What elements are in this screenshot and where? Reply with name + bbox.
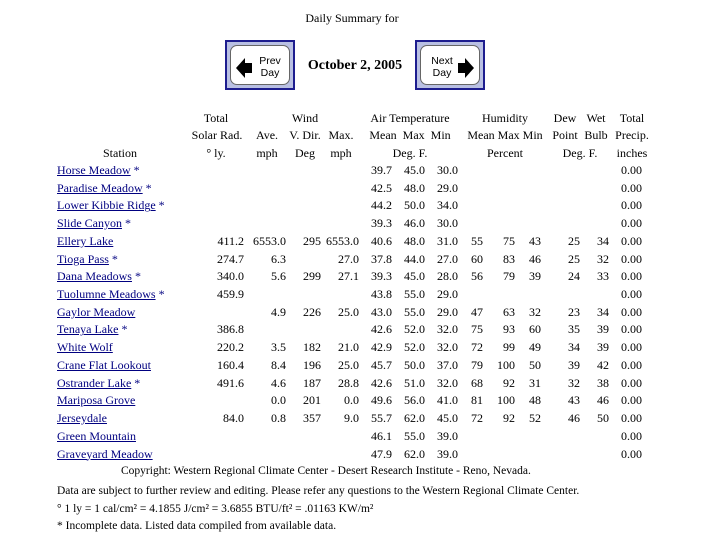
next-day-label-line2: Day xyxy=(432,67,452,79)
cell-max: 21.0 xyxy=(338,340,359,355)
cell-precip: 0.00 xyxy=(621,304,642,319)
next-day-button[interactable] xyxy=(415,40,485,90)
cell-tmean: 45.7 xyxy=(371,357,392,372)
station-cell xyxy=(57,286,165,303)
header-mph-max: mph xyxy=(330,146,352,160)
header-station: Station xyxy=(102,146,137,160)
header-wet: Wet xyxy=(586,111,606,125)
header-wind: Wind xyxy=(291,111,319,125)
cell-tmin: 32.0 xyxy=(437,340,458,355)
header-deg: Deg xyxy=(295,146,315,160)
cell-tmax: 46.0 xyxy=(404,216,425,231)
cell-precip: 0.00 xyxy=(621,180,642,195)
cell-hmean: 60 xyxy=(471,251,483,266)
cell-dew: 35 xyxy=(568,322,580,337)
header-point: Point xyxy=(552,128,578,142)
cell-tmax: 55.0 xyxy=(404,304,425,319)
cell-ave: 5.6 xyxy=(271,269,286,284)
station-cell xyxy=(57,321,127,338)
cell-tmean: 44.2 xyxy=(371,198,392,213)
station-link[interactable]: Lower Kibbie Ridge xyxy=(57,198,156,213)
cell-hmin: 31 xyxy=(529,375,541,390)
cell-tmax: 62.0 xyxy=(404,411,425,426)
table-row xyxy=(0,304,704,321)
station-cell xyxy=(57,162,140,179)
cell-hmax: 99 xyxy=(503,340,515,355)
cell-tmax: 44.0 xyxy=(404,251,425,266)
station-link[interactable]: Dana Meadows xyxy=(57,269,132,284)
cell-wet: 39 xyxy=(597,340,609,355)
station-link[interactable]: Gaylor Meadow xyxy=(57,304,136,319)
cell-solar: 491.6 xyxy=(217,375,244,390)
table-row xyxy=(0,268,704,285)
cell-tmin: 45.0 xyxy=(437,411,458,426)
station-cell xyxy=(57,410,107,427)
cell-tmean: 43.8 xyxy=(371,287,392,302)
cell-wet: 42 xyxy=(597,357,609,372)
station-cell xyxy=(57,428,136,445)
station-link[interactable]: Tioga Pass xyxy=(57,251,109,266)
header-percent: Percent xyxy=(487,146,523,160)
cell-solar: 274.7 xyxy=(217,251,244,266)
cell-max: 6553.0 xyxy=(326,233,359,248)
cell-tmean: 39.3 xyxy=(371,216,392,231)
table-row xyxy=(0,162,704,179)
prev-day-label-line1: Prev xyxy=(259,55,281,67)
cell-solar: 340.0 xyxy=(217,269,244,284)
cell-dew: 23 xyxy=(568,304,580,319)
incomplete-marker: * xyxy=(131,269,141,284)
cell-hmean: 72 xyxy=(471,340,483,355)
cell-ave: 4.9 xyxy=(271,304,286,319)
cell-hmean: 55 xyxy=(471,233,483,248)
cell-hmax: 83 xyxy=(503,251,515,266)
header-vdir: V. Dir. xyxy=(289,128,321,142)
cell-tmin: 30.0 xyxy=(437,216,458,231)
cell-hmax: 75 xyxy=(503,233,515,248)
cell-precip: 0.00 xyxy=(621,446,642,461)
cell-precip: 0.00 xyxy=(621,428,642,443)
cell-hmean: 79 xyxy=(471,357,483,372)
cell-precip: 0.00 xyxy=(621,198,642,213)
cell-dir: 182 xyxy=(303,340,321,355)
cell-wet: 33 xyxy=(597,269,609,284)
cell-max: 25.0 xyxy=(338,304,359,319)
cell-tmax: 50.0 xyxy=(404,198,425,213)
cell-max: 27.0 xyxy=(338,251,359,266)
cell-dir: 295 xyxy=(303,233,321,248)
cell-solar: 84.0 xyxy=(223,411,244,426)
next-day-button-face[interactable] xyxy=(420,45,480,85)
cell-precip: 0.00 xyxy=(621,340,642,355)
cell-tmin: 39.0 xyxy=(437,428,458,443)
cell-tmean: 46.1 xyxy=(371,428,392,443)
header-ave: Ave. xyxy=(255,128,279,142)
cell-tmax: 50.0 xyxy=(404,357,425,372)
cell-tmean: 42.6 xyxy=(371,375,392,390)
header-total-precip: Total xyxy=(619,111,645,125)
cell-tmin: 30.0 xyxy=(437,163,458,177)
table-row xyxy=(0,251,704,268)
cell-hmax: 63 xyxy=(503,304,515,319)
table-row xyxy=(0,197,704,214)
station-cell xyxy=(57,375,140,392)
cell-dew: 25 xyxy=(568,233,580,248)
incomplete-marker: * xyxy=(131,375,141,390)
cell-dir: 226 xyxy=(303,304,321,319)
cell-ave: 8.4 xyxy=(271,357,286,372)
cell-hmax: 79 xyxy=(503,269,515,284)
incomplete-marker: * xyxy=(108,251,118,266)
cell-hmin: 49 xyxy=(529,340,541,355)
prev-day-button-face[interactable] xyxy=(230,45,290,85)
cell-hmin: 52 xyxy=(529,411,541,426)
cell-tmin: 31.0 xyxy=(437,233,458,248)
table-row xyxy=(0,339,704,356)
cell-dew: 39 xyxy=(568,357,580,372)
cell-tmax: 45.0 xyxy=(404,163,425,177)
cell-hmin: 32 xyxy=(529,304,541,319)
cell-hmean: 72 xyxy=(471,411,483,426)
cell-ave: 4.6 xyxy=(271,375,286,390)
arrow-left-icon xyxy=(235,57,253,79)
cell-tmean: 39.3 xyxy=(371,269,392,284)
cell-precip: 0.00 xyxy=(621,287,642,302)
cell-tmax: 62.0 xyxy=(404,446,425,461)
header-solar-rad: Solar Rad. xyxy=(191,128,243,142)
table-row xyxy=(0,357,704,374)
station-link[interactable]: Horse Meadow xyxy=(57,163,131,177)
cell-tmin: 28.0 xyxy=(437,269,458,284)
cell-ave: 6553.0 xyxy=(253,233,286,248)
table-row xyxy=(0,375,704,392)
cell-hmin: 48 xyxy=(529,393,541,408)
cell-max: 9.0 xyxy=(344,411,359,426)
cell-precip: 0.00 xyxy=(621,357,642,372)
header-bulb: Bulb xyxy=(584,128,608,142)
incomplete-note: * Incomplete data. Listed data compiled from available data. xyxy=(57,520,337,532)
cell-tmax: 48.0 xyxy=(404,233,425,248)
station-link[interactable]: Crane Flat Lookout xyxy=(57,357,151,372)
cell-tmin: 37.0 xyxy=(437,357,458,372)
cell-solar: 459.9 xyxy=(217,287,244,302)
cell-precip: 0.00 xyxy=(621,269,642,284)
cell-wet: 34 xyxy=(597,304,609,319)
cell-solar: 160.4 xyxy=(217,357,244,372)
cell-hmean: 75 xyxy=(471,322,483,337)
cell-hmin: 50 xyxy=(529,357,541,372)
cell-precip: 0.00 xyxy=(621,375,642,390)
cell-dir: 357 xyxy=(303,411,321,426)
cell-tmax: 56.0 xyxy=(404,393,425,408)
cell-ave: 3.5 xyxy=(271,340,286,355)
station-cell xyxy=(57,180,152,197)
incomplete-marker: * xyxy=(155,198,165,213)
cell-wet: 46 xyxy=(597,393,609,408)
header-hum-mean-max-min: Mean Max Min xyxy=(467,128,543,142)
header-mph-ave: mph xyxy=(256,146,278,160)
header-dew: Dew xyxy=(553,111,577,125)
cell-hmean: 68 xyxy=(471,375,483,390)
header-max: Max. xyxy=(328,128,354,142)
station-link[interactable]: Graveyard Meadow xyxy=(57,446,153,461)
station-cell xyxy=(57,357,151,374)
table-row xyxy=(0,428,704,445)
station-cell xyxy=(57,446,153,463)
cell-hmax: 92 xyxy=(503,411,515,426)
station-cell xyxy=(57,251,118,268)
table-row xyxy=(0,180,704,197)
header-precip: Precip. xyxy=(615,128,649,142)
table-row xyxy=(0,286,704,303)
cell-wet: 50 xyxy=(597,411,609,426)
station-cell xyxy=(57,392,135,409)
cell-tmax: 51.0 xyxy=(404,375,425,390)
cell-tmin: 34.0 xyxy=(437,198,458,213)
station-cell xyxy=(57,304,135,321)
station-link[interactable]: Tenaya Lake xyxy=(57,322,119,337)
station-cell xyxy=(57,233,113,250)
cell-hmax: 100 xyxy=(497,393,515,408)
cell-wet: 32 xyxy=(597,251,609,266)
table-row xyxy=(0,215,704,232)
arrow-right-icon xyxy=(457,57,475,79)
cell-tmean: 42.5 xyxy=(371,180,392,195)
station-link[interactable]: Jerseydale xyxy=(57,411,107,426)
cell-tmin: 32.0 xyxy=(437,375,458,390)
prev-day-label xyxy=(255,55,285,79)
cell-tmean: 43.0 xyxy=(371,304,392,319)
cell-max: 27.1 xyxy=(338,269,359,284)
cell-precip: 0.00 xyxy=(621,216,642,231)
cell-tmean: 47.9 xyxy=(371,446,392,461)
header-air-temperature: Air Temperature xyxy=(370,111,450,125)
cell-tmax: 52.0 xyxy=(404,322,425,337)
cell-tmean: 55.7 xyxy=(371,411,392,426)
cell-tmin: 29.0 xyxy=(437,180,458,195)
cell-ave: 6.3 xyxy=(271,251,286,266)
conversion-note: ° 1 ly = 1 cal/cm² = 4.1855 J/cm² = 3.6855 BTU/ft² = .01163 KW/m² xyxy=(57,503,374,515)
cell-precip: 0.00 xyxy=(621,233,642,248)
cell-solar: 220.2 xyxy=(217,340,244,355)
cell-max: 28.8 xyxy=(338,375,359,390)
table-row xyxy=(0,392,704,409)
station-link[interactable]: Green Mountain xyxy=(57,428,136,443)
station-cell xyxy=(57,268,141,285)
copyright-note: Copyright: Western Regional Climate Center - Desert Research Institute - Reno, Nevada. xyxy=(121,465,531,477)
cell-ave: 0.8 xyxy=(271,411,286,426)
header-inches: inches xyxy=(616,146,648,160)
cell-max: 25.0 xyxy=(338,357,359,372)
cell-tmean: 42.6 xyxy=(371,322,392,337)
cell-ave: 0.0 xyxy=(271,393,286,408)
incomplete-marker: * xyxy=(155,287,165,302)
cell-hmax: 92 xyxy=(503,375,515,390)
cell-tmean: 42.9 xyxy=(371,340,392,355)
cell-dew: 32 xyxy=(568,375,580,390)
cell-tmean: 49.6 xyxy=(371,393,392,408)
cell-dir: 201 xyxy=(303,393,321,408)
cell-tmin: 39.0 xyxy=(437,446,458,461)
cell-wet: 39 xyxy=(597,322,609,337)
station-cell xyxy=(57,197,165,214)
cell-precip: 0.00 xyxy=(621,322,642,337)
table-row xyxy=(0,321,704,338)
next-day-label xyxy=(427,55,457,79)
station-cell xyxy=(57,215,131,232)
table-row xyxy=(0,446,704,463)
prev-day-button[interactable] xyxy=(225,40,295,90)
report-date: October 2, 2005 xyxy=(307,58,403,73)
cell-precip: 0.00 xyxy=(621,393,642,408)
cell-tmin: 27.0 xyxy=(437,251,458,266)
cell-dir: 196 xyxy=(303,357,321,372)
cell-dew: 34 xyxy=(568,340,580,355)
cell-solar: 386.8 xyxy=(217,322,244,337)
cell-tmin: 29.0 xyxy=(437,287,458,302)
cell-hmean: 81 xyxy=(471,393,483,408)
cell-wet: 34 xyxy=(597,233,609,248)
cell-tmin: 32.0 xyxy=(437,322,458,337)
station-cell xyxy=(57,339,113,356)
cell-hmax: 93 xyxy=(503,322,515,337)
cell-dew: 25 xyxy=(568,251,580,266)
header-dewwet-degf: Deg. F. xyxy=(562,146,598,160)
cell-dir: 187 xyxy=(303,375,321,390)
cell-hmean: 47 xyxy=(471,304,483,319)
cell-tmin: 41.0 xyxy=(437,393,458,408)
cell-precip: 0.00 xyxy=(621,251,642,266)
cell-dew: 46 xyxy=(568,411,580,426)
incomplete-marker: * xyxy=(118,322,128,337)
cell-precip: 0.00 xyxy=(621,163,642,177)
station-link[interactable]: Mariposa Grove xyxy=(57,393,136,408)
incomplete-marker: * xyxy=(142,180,152,195)
cell-hmin: 46 xyxy=(529,251,541,266)
cell-max: 0.0 xyxy=(344,393,359,408)
cell-tmax: 55.0 xyxy=(404,428,425,443)
cell-hmin: 43 xyxy=(529,233,541,248)
station-link[interactable]: Ostrander Lake xyxy=(57,375,132,390)
cell-tmax: 52.0 xyxy=(404,340,425,355)
cell-precip: 0.00 xyxy=(621,411,642,426)
incomplete-marker: * xyxy=(122,216,131,231)
cell-tmean: 40.6 xyxy=(371,233,392,248)
incomplete-marker: * xyxy=(130,163,140,177)
header-humidity: Humidity xyxy=(481,111,528,125)
cell-hmax: 100 xyxy=(497,357,515,372)
cell-tmax: 48.0 xyxy=(404,180,425,195)
page-title: Daily Summary for xyxy=(305,11,399,25)
station-link[interactable]: Tuolumne Meadows xyxy=(57,287,156,302)
cell-dew: 24 xyxy=(568,269,580,284)
cell-tmean: 39.7 xyxy=(371,163,392,177)
station-link[interactable]: Slide Canyon xyxy=(57,216,122,231)
header-temp-degf: Deg. F. xyxy=(392,146,428,160)
header-temp-mean-max-min: Mean Max Min xyxy=(369,128,451,142)
cell-hmean: 56 xyxy=(471,269,483,284)
cell-tmin: 29.0 xyxy=(437,304,458,319)
cell-dew: 43 xyxy=(568,393,580,408)
cell-dir: 299 xyxy=(303,269,321,284)
station-link[interactable]: Ellery Lake xyxy=(57,233,114,248)
prev-day-label-line2: Day xyxy=(260,67,280,79)
cell-tmax: 45.0 xyxy=(404,269,425,284)
cell-wet: 38 xyxy=(597,375,609,390)
table-row xyxy=(0,410,704,427)
cell-tmax: 55.0 xyxy=(404,287,425,302)
header-total: Total xyxy=(203,111,229,125)
cell-tmean: 37.8 xyxy=(371,251,392,266)
station-link[interactable]: Paradise Meadow xyxy=(57,180,143,195)
cell-solar: 411.2 xyxy=(217,233,244,248)
cell-hmin: 39 xyxy=(529,269,541,284)
table-row xyxy=(0,233,704,250)
review-note: Data are subject to further review and editing. Please refer any questions to the Western Regional Climate Center. xyxy=(57,485,580,497)
next-day-label-line1: Next xyxy=(431,55,453,67)
station-link[interactable]: White Wolf xyxy=(57,340,113,355)
header-ly: ° ly. xyxy=(206,146,226,160)
cell-hmin: 60 xyxy=(529,322,541,337)
